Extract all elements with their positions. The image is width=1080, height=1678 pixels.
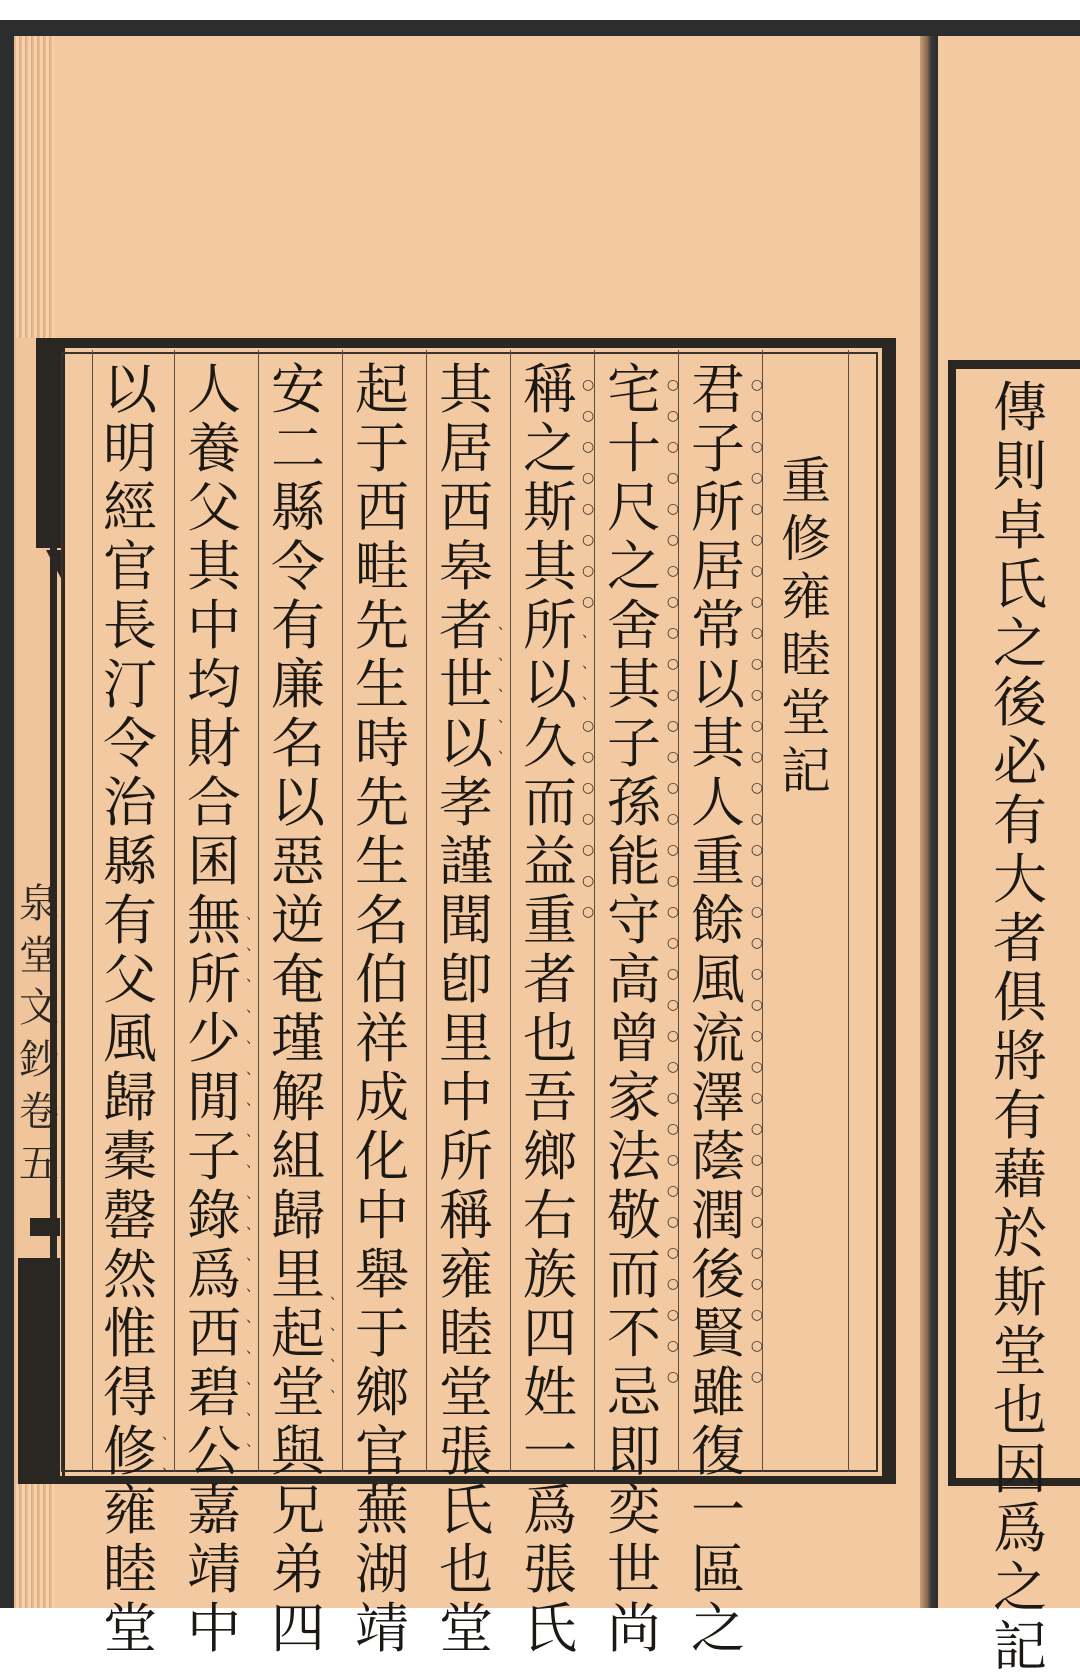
text-char: 橐: [103, 1125, 157, 1188]
text-char: 張: [439, 1420, 493, 1483]
text-char: 有: [993, 1084, 1047, 1147]
text-char: 組: [271, 1125, 325, 1188]
text-char: 族: [523, 1243, 577, 1306]
text-char: 能: [607, 830, 661, 893]
text-char: 之: [523, 417, 577, 480]
next-page-column: [980, 376, 1060, 1678]
text-char: 之: [993, 612, 1047, 675]
text-char: 將: [993, 1025, 1047, 1088]
text-char: 少: [187, 1007, 241, 1070]
text-char: 之: [691, 1597, 745, 1660]
text-char: 益: [523, 830, 577, 893]
text-char: 縣: [103, 830, 157, 893]
text-column: [678, 358, 758, 1660]
text-char: 也: [993, 1379, 1047, 1442]
text-char: 化: [355, 1125, 409, 1188]
text-char: 居: [439, 417, 493, 480]
text-char: 敬: [607, 1184, 661, 1247]
text-char: 兄: [271, 1479, 325, 1542]
text-char: 藉: [993, 1143, 1047, 1206]
text-char: 縣: [271, 476, 325, 539]
text-char: 後: [993, 671, 1047, 734]
text-char: 于: [355, 417, 409, 480]
text-char: 名: [271, 712, 325, 775]
text-char: 宅: [607, 358, 661, 421]
text-char: 不: [607, 1302, 661, 1365]
text-char: 雖: [691, 1361, 745, 1424]
text-char: 世: [439, 653, 493, 716]
text-char: 復: [691, 1420, 745, 1483]
text-char: 逆: [271, 889, 325, 952]
text-char: 里: [271, 1243, 325, 1306]
text-char: 也: [523, 1007, 577, 1070]
text-column: [174, 358, 254, 1660]
text-char: 爲: [523, 1479, 577, 1542]
text-char: 歸: [271, 1184, 325, 1247]
spine-char: 堂: [19, 933, 59, 979]
text-char: 中: [187, 594, 241, 657]
text-char: 湖: [355, 1538, 409, 1601]
text-char: 右: [523, 1184, 577, 1247]
text-char: 俱: [993, 966, 1047, 1029]
text-char: 人: [187, 358, 241, 421]
emphasis-marks: 、 、 、 、 、 、 、 、 、 、 、 、 、 、 、 、 、 、: [246, 907, 260, 1450]
text-char: 後: [691, 1243, 745, 1306]
text-char: 忌: [607, 1361, 661, 1424]
text-char: 稱: [523, 358, 577, 421]
text-char: 父: [187, 476, 241, 539]
text-char: 姓: [523, 1361, 577, 1424]
text-char: 四: [523, 1302, 577, 1365]
text-char: 二: [271, 417, 325, 480]
text-char: 人: [691, 771, 745, 834]
text-char: 堂: [439, 1597, 493, 1660]
text-char: 則: [993, 435, 1047, 498]
text-char: 尺: [607, 476, 661, 539]
text-char: 斯: [993, 1261, 1047, 1324]
text-char: 其: [439, 358, 493, 421]
text-char: 蔭: [691, 1125, 745, 1188]
text-char: 官: [355, 1420, 409, 1483]
text-char: 之: [993, 1556, 1047, 1619]
text-char: 堂: [103, 1597, 157, 1660]
text-char: 與: [271, 1420, 325, 1483]
text-char: 伯: [355, 948, 409, 1011]
text-char: 奕: [607, 1479, 661, 1542]
text-char: 世: [607, 1538, 661, 1601]
title-char: 堂: [781, 684, 831, 742]
text-char: 西: [187, 1302, 241, 1365]
text-char: 歸: [103, 1066, 157, 1129]
essay-title: [766, 452, 846, 1564]
text-char: 高: [607, 948, 661, 1011]
emphasis-marks: 、 、: [162, 1427, 176, 1474]
text-char: 嘉: [187, 1479, 241, 1542]
text-char: 斯: [523, 476, 577, 539]
text-char: 西: [355, 476, 409, 539]
text-char: 中: [187, 1597, 241, 1660]
column-rule: [848, 350, 849, 1472]
text-char: 安: [271, 358, 325, 421]
text-char: 以: [691, 653, 745, 716]
text-char: 吾: [523, 1066, 577, 1129]
text-char: 流: [691, 1007, 745, 1070]
text-char: 無: [187, 889, 241, 952]
text-char: 碧: [187, 1361, 241, 1424]
text-char: 堂: [439, 1361, 493, 1424]
text-char: 然: [103, 1243, 157, 1306]
text-char: 所: [691, 476, 745, 539]
text-char: 靖: [187, 1538, 241, 1601]
text-char: 因: [993, 1438, 1047, 1501]
book-gutter: [920, 36, 938, 1608]
text-char: 卓: [993, 494, 1047, 557]
text-char: 重: [691, 830, 745, 893]
text-char: 瑾: [271, 1007, 325, 1070]
text-char: 錄: [187, 1184, 241, 1247]
text-char: 皋: [439, 535, 493, 598]
text-char: 卽: [439, 948, 493, 1011]
spine-char: 文: [19, 985, 59, 1031]
spine-char: 鈔: [19, 1037, 59, 1083]
text-char: 治: [103, 771, 157, 834]
text-char: 中: [439, 1066, 493, 1129]
text-char: 澤: [691, 1066, 745, 1129]
text-char: 重: [523, 889, 577, 952]
text-char: 風: [691, 948, 745, 1011]
text-column: [426, 358, 506, 1660]
text-char: 氏: [439, 1479, 493, 1542]
text-char: 法: [607, 1125, 661, 1188]
text-char: 而: [523, 771, 577, 834]
text-char: 畦: [355, 535, 409, 598]
emphasis-marks: ○ ○ ○ ○ ○ ○ ○ ○ ○ ○ ○ ○ ○ ○ ○ ○ ○ ○ ○ ○ ○ ○ ○ ○ ○ ○ ○ ○ ○ ○ ○ ○ ○: [750, 377, 764, 1385]
text-char: 有: [103, 889, 157, 952]
text-char: 堂: [993, 1320, 1047, 1383]
text-char: 者: [439, 594, 493, 657]
text-char: 汀: [103, 653, 157, 716]
text-char: 廉: [271, 653, 325, 716]
text-char: 曾: [607, 1007, 661, 1070]
text-column: [510, 358, 590, 1660]
text-char: 也: [439, 1538, 493, 1601]
text-char: 里: [439, 1007, 493, 1070]
text-char: 稱: [439, 1184, 493, 1247]
text-char: 者: [993, 907, 1047, 970]
text-char: 睦: [103, 1538, 157, 1601]
text-char: 常: [691, 594, 745, 657]
text-char: 氏: [523, 1597, 577, 1660]
text-char: 有: [993, 789, 1047, 852]
text-char: 所: [439, 1125, 493, 1188]
text-char: 先: [355, 594, 409, 657]
emphasis-marks: ○ ○ ○ ○ ○ ○ ○ ○ 、 、 、 ○ ○ ○ ○ ○ ○ ○: [582, 377, 596, 920]
text-char: 先: [355, 771, 409, 834]
text-char: 所: [523, 594, 577, 657]
text-char: 于: [355, 1302, 409, 1365]
text-char: 鄉: [523, 1125, 577, 1188]
text-char: 所: [187, 948, 241, 1011]
text-char: 必: [993, 730, 1047, 793]
text-char: 惟: [103, 1302, 157, 1365]
text-char: 閒: [187, 1066, 241, 1129]
text-column: [90, 358, 170, 1660]
text-char: 子: [187, 1125, 241, 1188]
text-char: 公: [187, 1420, 241, 1483]
text-char: 區: [691, 1538, 745, 1601]
text-char: 令: [271, 535, 325, 598]
text-column: [258, 358, 338, 1660]
text-char: 靖: [355, 1597, 409, 1660]
title-char: 修: [781, 510, 831, 568]
text-char: 一: [691, 1479, 745, 1542]
text-char: 風: [103, 1007, 157, 1070]
spine-char: 五: [19, 1141, 59, 1187]
text-char: 經: [103, 476, 157, 539]
text-char: 鄉: [355, 1361, 409, 1424]
text-char: 睦: [439, 1302, 493, 1365]
text-char: 解: [271, 1066, 325, 1129]
text-char: 者: [523, 948, 577, 1011]
text-char: 餘: [691, 889, 745, 952]
text-char: 潤: [691, 1184, 745, 1247]
text-char: 均: [187, 653, 241, 716]
text-char: 於: [993, 1202, 1047, 1265]
text-char: 爲: [187, 1243, 241, 1306]
text-char: 謹: [439, 830, 493, 893]
text-char: 大: [993, 848, 1047, 911]
emphasis-marks: ○ ○ ○ ○ ○ ○ ○ ○ ○ ○ ○ ○ ○ ○ ○ ○ ○ ○ ○ ○ ○ ○ ○ ○ ○ ○ ○ ○ ○ ○ ○ ○ ○: [666, 377, 680, 1385]
text-char: 其: [691, 712, 745, 775]
text-char: 即: [607, 1420, 661, 1483]
text-column: [342, 358, 422, 1660]
text-char: 成: [355, 1066, 409, 1129]
text-char: 四: [271, 1597, 325, 1660]
emphasis-marks: 、 、 、 、: [330, 1287, 344, 1396]
text-column: [594, 358, 674, 1660]
text-char: 得: [103, 1361, 157, 1424]
text-char: 祥: [355, 1007, 409, 1070]
text-char: 家: [607, 1066, 661, 1129]
text-char: 舍: [607, 594, 661, 657]
text-char: 其: [523, 535, 577, 598]
text-char: 父: [103, 948, 157, 1011]
text-char: 惡: [271, 830, 325, 893]
text-char: 孝: [439, 771, 493, 834]
text-char: 官: [103, 535, 157, 598]
text-char: 罄: [103, 1184, 157, 1247]
text-char: 明: [103, 417, 157, 480]
text-char: 修: [103, 1420, 157, 1483]
text-char: 有: [271, 594, 325, 657]
text-char: 而: [607, 1243, 661, 1306]
text-char: 長: [103, 594, 157, 657]
text-char: 雍: [103, 1479, 157, 1542]
text-char: 居: [691, 535, 745, 598]
text-char: 記: [993, 1615, 1047, 1678]
text-char: 生: [355, 830, 409, 893]
text-char: 奄: [271, 948, 325, 1011]
text-char: 囷: [187, 830, 241, 893]
text-char: 久: [523, 712, 577, 775]
text-char: 以: [439, 712, 493, 775]
text-char: 弟: [271, 1538, 325, 1601]
text-char: 守: [607, 889, 661, 952]
text-char: 子: [691, 417, 745, 480]
text-char: 西: [439, 476, 493, 539]
text-char: 合: [187, 771, 241, 834]
text-char: 蕪: [355, 1479, 409, 1542]
text-char: 舉: [355, 1243, 409, 1306]
text-char: 中: [355, 1184, 409, 1247]
text-char: 時: [355, 712, 409, 775]
title-char: 睦: [781, 626, 831, 684]
text-char: 聞: [439, 889, 493, 952]
emphasis-marks: 、 、 、 、 、: [498, 617, 512, 757]
text-char: 孫: [607, 771, 661, 834]
text-char: 傳: [993, 376, 1047, 439]
text-char: 一: [523, 1420, 577, 1483]
text-char: 以: [103, 358, 157, 421]
title-char: 重: [781, 452, 831, 510]
spine-char: 卷: [19, 1089, 59, 1135]
spine-char: 泉: [19, 881, 59, 927]
text-char: 爲: [993, 1497, 1047, 1560]
text-char: 其: [607, 653, 661, 716]
title-char: 記: [781, 742, 831, 800]
text-char: 生: [355, 653, 409, 716]
text-char: 子: [607, 712, 661, 775]
text-char: 起: [271, 1302, 325, 1365]
text-char: 雍: [439, 1243, 493, 1306]
text-char: 起: [355, 358, 409, 421]
text-char: 君: [691, 358, 745, 421]
text-char: 賢: [691, 1302, 745, 1365]
text-char: 養: [187, 417, 241, 480]
text-char: 以: [523, 653, 577, 716]
text-char: 其: [187, 535, 241, 598]
text-char: 令: [103, 712, 157, 775]
title-char: 雍: [781, 568, 831, 626]
text-char: 以: [271, 771, 325, 834]
text-char: 堂: [271, 1361, 325, 1424]
text-char: 尚: [607, 1597, 661, 1660]
text-char: 名: [355, 889, 409, 952]
text-char: 之: [607, 535, 661, 598]
text-char: 財: [187, 712, 241, 775]
text-char: 氏: [993, 553, 1047, 616]
text-char: 十: [607, 417, 661, 480]
text-char: 張: [523, 1538, 577, 1601]
